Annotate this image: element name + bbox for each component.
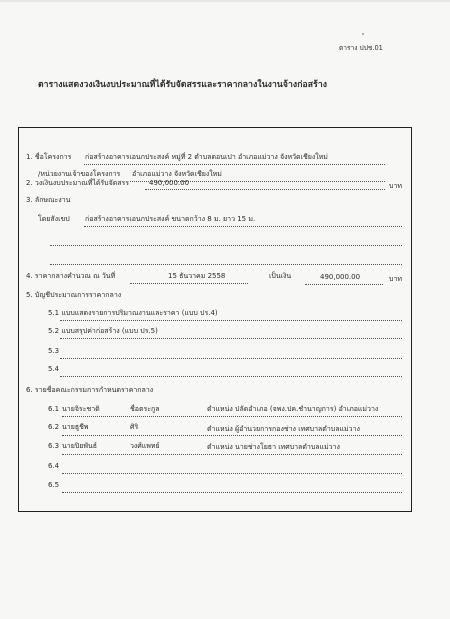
brief-dotted-line-1 <box>84 226 402 227</box>
source-item-1: 5.1 แบบแสดงรายการปริมาณงานและราคา (แบบ ปร.4) <box>48 309 218 317</box>
committee-surname: ศิริ <box>130 423 139 431</box>
committee-name: นายธูชีพ <box>62 423 89 431</box>
source-dotted-line-3 <box>60 358 402 359</box>
committee-num: 6.4 <box>48 462 60 470</box>
committee-num: 6.5 <box>48 481 60 489</box>
owner-value: อำเภอแม่วาง จังหวัดเชียงใหม่ <box>132 170 222 178</box>
budget-dotted-line <box>145 189 385 190</box>
committee-num: 6.1 <box>48 405 60 413</box>
source-item-3: 5.3 <box>48 347 60 355</box>
project-label: 1. ชื่อโครงการ <box>26 153 72 161</box>
form-reference: ตาราง ปปช.01 <box>339 44 383 52</box>
project-value: ก่อสร้างอาคารเอนกประสงค์ หมู่ที่ 2 ตำบลดอนเปา อำเภอแม่วาง จังหวัดเชียงใหม่ <box>85 153 328 161</box>
budget-unit: บาท <box>389 182 402 190</box>
source-dotted-line-2 <box>60 338 402 339</box>
committee-dotted-line <box>62 416 402 417</box>
source-dotted-line-4 <box>60 376 402 377</box>
project-dotted-line <box>84 164 385 165</box>
scan-edge <box>0 0 450 2</box>
committee-position: ตำแหน่ง นายช่างโยธา เทศบาลตำบลแม่วาง <box>207 443 340 451</box>
committee-name: นายปิยพันธ์ <box>62 442 98 450</box>
committee-position: ตำแหน่ง ปลัดอำเภอ (จพง.ปค.ชำนาญการ) อำเภอแม่วาง <box>207 405 379 413</box>
nature-label: 3. ลักษณะงาน <box>26 196 71 204</box>
committee-num: 6.3 <box>48 442 60 450</box>
committee-dotted-line <box>62 454 402 455</box>
budget-label: 2. วงเงินงบประมาณที่ได้รับจัดสรร <box>26 179 130 187</box>
brief-dotted-line-2 <box>50 245 402 246</box>
calc-date-dotted-line <box>130 283 248 284</box>
committee-dotted-line <box>62 492 402 493</box>
budget-value: 490,000.00 <box>149 179 190 187</box>
calc-amount: 490,000.00 <box>320 273 361 281</box>
brief-label: โดยสังเขป <box>38 215 70 223</box>
brief-dotted-line-3 <box>50 264 402 265</box>
calc-amount-dotted-line <box>305 284 383 285</box>
scan-speck <box>362 33 364 35</box>
committee-surname: วงศ์แพทย์ <box>130 442 160 450</box>
source-item-2: 5.2 แบบสรุปค่าก่อสร้าง (แบบ ปร.5) <box>48 327 158 335</box>
source-item-4: 5.4 <box>48 365 60 373</box>
source-dotted-line-1 <box>60 320 402 321</box>
calc-label: 4. ราคากลางคำนวณ ณ วันที่ <box>26 272 116 280</box>
owner-label: /หน่วยงานเจ้าของโครงการ <box>38 170 121 178</box>
committee-name: นายจิระชาติ <box>62 405 100 413</box>
calc-unit: บาท <box>389 275 402 283</box>
source-label: 5. บัญชีประมาณการราคากลาง <box>26 291 122 299</box>
calc-amount-label: เป็นเงิน <box>269 272 292 280</box>
committee-dotted-line <box>62 473 402 474</box>
committee-dotted-line <box>62 435 402 436</box>
calc-date: 15 ธันวาคม 2558 <box>168 272 226 280</box>
committee-surname: ชื่อตระกูล <box>130 405 160 413</box>
committee-label: 6. รายชื่อคณะกรรมการกำหนดราคากลาง <box>26 386 154 394</box>
committee-num: 6.2 <box>48 423 60 431</box>
committee-position: ตำแหน่ง ผู้อำนวยการกองช่าง เทศบาลตำบลแม่วาง <box>207 425 360 433</box>
brief-value: ก่อสร้างอาคารเอนกประสงค์ ขนาดกว้าง 8 ม. ยาว 15 ม. <box>85 215 256 223</box>
document-title: ตารางแสดงวงเงินงบประมาณที่ได้รับจัดสรรและราคากลางในงานจ้างก่อสร้าง <box>38 80 328 90</box>
